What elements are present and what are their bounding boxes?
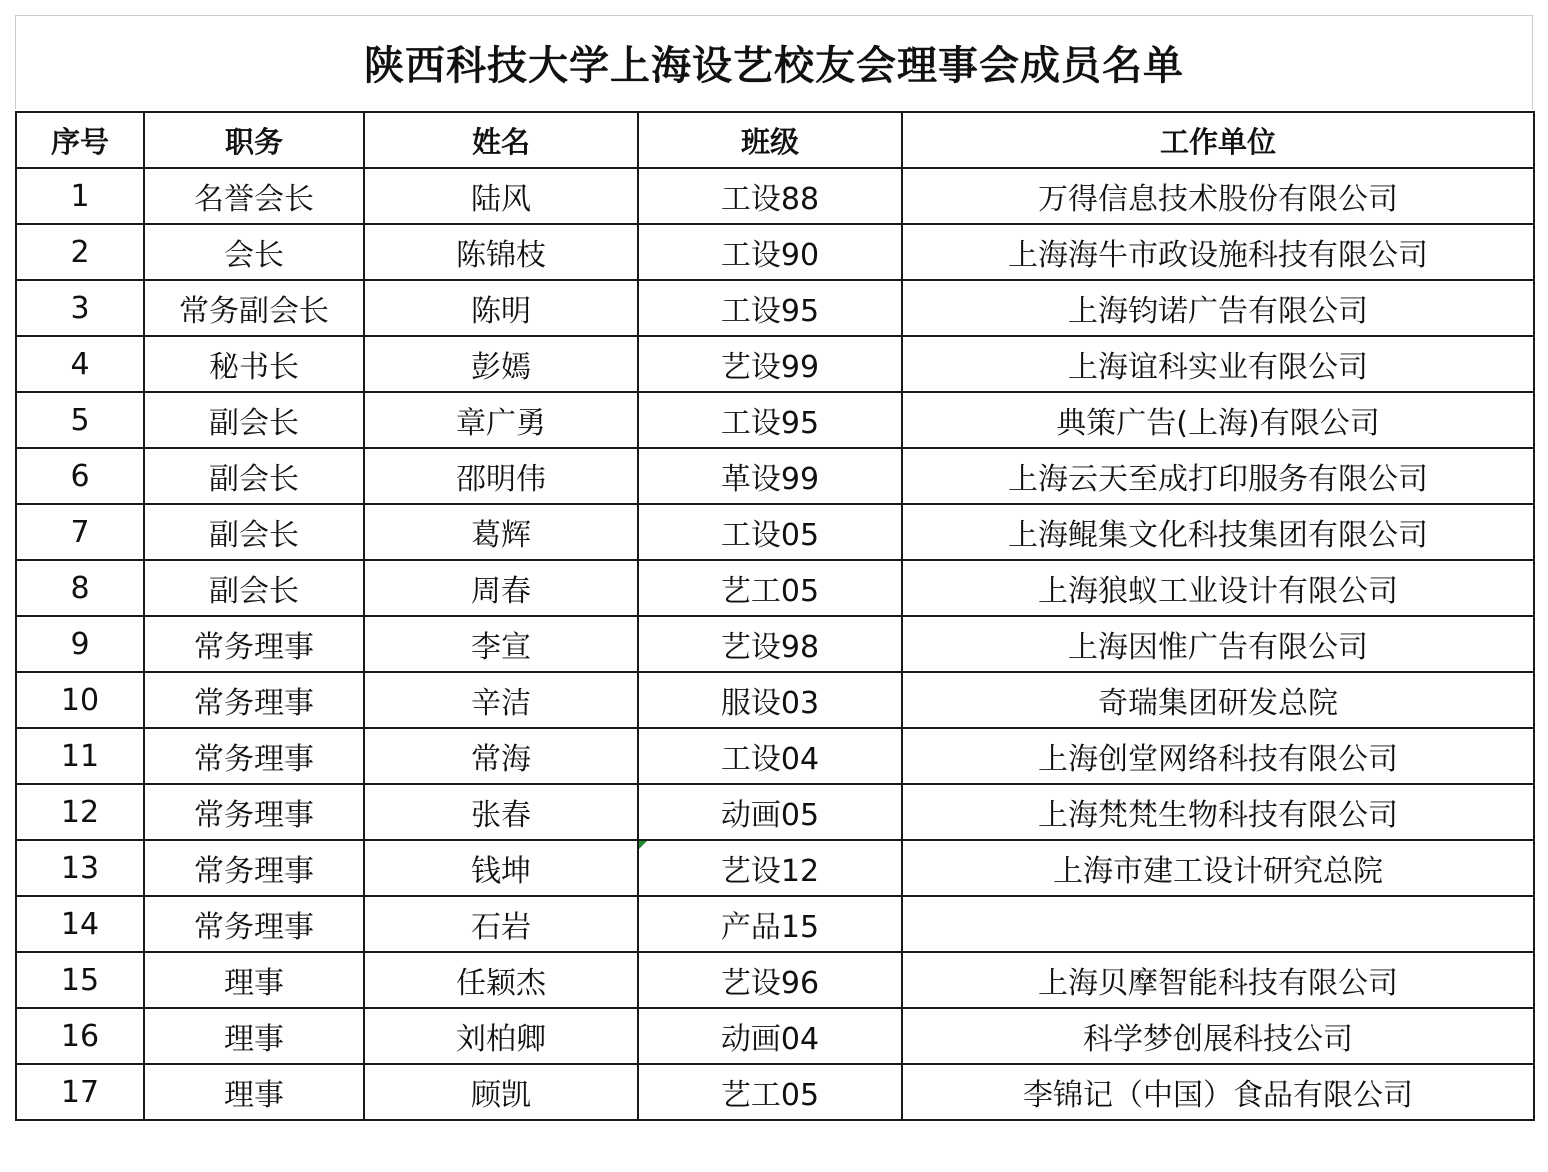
cell-org[interactable]: 万得信息技术股份有限公司 (902, 168, 1534, 224)
cell-class[interactable]: 艺设99 (638, 336, 902, 392)
cell-org[interactable]: 上海云天至成打印服务有限公司 (902, 448, 1534, 504)
cell-seq[interactable]: 12 (16, 784, 144, 840)
cell-class[interactable]: 动画05 (638, 784, 902, 840)
cell-name[interactable]: 陆风 (364, 168, 638, 224)
cell-class[interactable]: 艺设96 (638, 952, 902, 1008)
cell-seq[interactable]: 9 (16, 616, 144, 672)
cell-org[interactable]: 上海因惟广告有限公司 (902, 616, 1534, 672)
cell-class[interactable]: 动画04 (638, 1008, 902, 1064)
cell-seq[interactable]: 10 (16, 672, 144, 728)
cell-name[interactable]: 任颖杰 (364, 952, 638, 1008)
table-row (16, 1064, 1534, 1120)
header-position[interactable]: 职务 (144, 112, 364, 168)
cell-seq[interactable]: 16 (16, 1008, 144, 1064)
cell-class[interactable]: 工设90 (638, 224, 902, 280)
cell-seq[interactable]: 5 (16, 392, 144, 448)
cell-name[interactable]: 李宣 (364, 616, 638, 672)
cell-class[interactable]: 工设95 (638, 392, 902, 448)
table-row (16, 616, 1534, 672)
cell-class[interactable]: 工设04 (638, 728, 902, 784)
cell-seq[interactable]: 3 (16, 280, 144, 336)
cell-class[interactable]: 产品15 (638, 896, 902, 952)
cell-position[interactable]: 名誉会长 (144, 168, 364, 224)
table-row (16, 840, 1534, 896)
cell-position[interactable]: 会长 (144, 224, 364, 280)
member-list-sheet (15, 15, 1533, 1158)
cell-position[interactable]: 常务理事 (144, 728, 364, 784)
cell-org[interactable]: 李锦记（中国）食品有限公司 (902, 1064, 1534, 1120)
cell-position[interactable]: 理事 (144, 1064, 364, 1120)
cell-position[interactable]: 理事 (144, 1008, 364, 1064)
cell-seq[interactable]: 14 (16, 896, 144, 952)
cell-seq[interactable]: 8 (16, 560, 144, 616)
cell-position[interactable]: 副会长 (144, 504, 364, 560)
cell-name[interactable]: 钱坤 (364, 840, 638, 896)
cell-position[interactable]: 理事 (144, 952, 364, 1008)
cell-position[interactable]: 常务副会长 (144, 280, 364, 336)
cell-name[interactable]: 彭嫣 (364, 336, 638, 392)
cell-name[interactable]: 陈锦枝 (364, 224, 638, 280)
cell-name[interactable]: 章广勇 (364, 392, 638, 448)
cell-org[interactable]: 上海海牛市政设施科技有限公司 (902, 224, 1534, 280)
table-row (16, 168, 1534, 224)
cell-name[interactable]: 周春 (364, 560, 638, 616)
cell-seq[interactable]: 4 (16, 336, 144, 392)
cell-org[interactable]: 上海狼蚁工业设计有限公司 (902, 560, 1534, 616)
cell-org[interactable]: 上海鲲集文化科技集团有限公司 (902, 504, 1534, 560)
table-row (16, 504, 1534, 560)
cell-org[interactable]: 奇瑞集团研发总院 (902, 672, 1534, 728)
cell-org[interactable]: 上海谊科实业有限公司 (902, 336, 1534, 392)
cell-seq[interactable]: 1 (16, 168, 144, 224)
table-row (16, 1008, 1534, 1064)
cell-seq[interactable]: 11 (16, 728, 144, 784)
cell-seq[interactable]: 17 (16, 1064, 144, 1120)
cell-class[interactable]: 艺工05 (638, 560, 902, 616)
cell-class[interactable]: 艺工05 (638, 1064, 902, 1120)
header-class[interactable]: 班级 (638, 112, 902, 168)
cell-org[interactable]: 上海市建工设计研究总院 (902, 840, 1534, 896)
cell-seq[interactable]: 7 (16, 504, 144, 560)
cell-position[interactable]: 常务理事 (144, 616, 364, 672)
table-row (16, 392, 1534, 448)
cell-class[interactable]: 工设05 (638, 504, 902, 560)
header-org[interactable]: 工作单位 (902, 112, 1534, 168)
cell-class[interactable]: 艺设12 (638, 840, 902, 896)
cell-position[interactable]: 副会长 (144, 392, 364, 448)
error-indicator-icon (639, 841, 647, 849)
cell-class[interactable]: 工设88 (638, 168, 902, 224)
header-row (16, 112, 1534, 168)
table-row (16, 896, 1534, 952)
table-row (16, 448, 1534, 504)
table-row (16, 728, 1534, 784)
cell-position[interactable]: 常务理事 (144, 840, 364, 896)
table-row (16, 672, 1534, 728)
cell-name[interactable]: 张春 (364, 784, 638, 840)
table-row (16, 952, 1534, 1008)
cell-seq[interactable]: 15 (16, 952, 144, 1008)
cell-seq[interactable]: 13 (16, 840, 144, 896)
cell-name[interactable]: 石岩 (364, 896, 638, 952)
page-title: 陕西科技大学上海设艺校友会理事会成员名单 (364, 43, 1184, 89)
cell-org[interactable] (902, 896, 1534, 952)
cell-name[interactable]: 顾凯 (364, 1064, 638, 1120)
cell-position[interactable]: 常务理事 (144, 672, 364, 728)
cell-position[interactable]: 常务理事 (144, 784, 364, 840)
cell-class[interactable]: 革设99 (638, 448, 902, 504)
cell-name[interactable]: 刘柏卿 (364, 1008, 638, 1064)
cell-org[interactable]: 上海钧诺广告有限公司 (902, 280, 1534, 336)
cell-position[interactable]: 常务理事 (144, 896, 364, 952)
cell-name[interactable]: 陈明 (364, 280, 638, 336)
cell-position[interactable]: 副会长 (144, 560, 364, 616)
cell-position[interactable]: 秘书长 (144, 336, 364, 392)
table-row (16, 336, 1534, 392)
table-row (16, 280, 1534, 336)
cell-org[interactable]: 上海梵梵生物科技有限公司 (902, 784, 1534, 840)
cell-name[interactable]: 邵明伟 (364, 448, 638, 504)
cell-name[interactable]: 葛辉 (364, 504, 638, 560)
title-cell[interactable] (15, 15, 1533, 109)
header-seq[interactable]: 序号 (16, 112, 144, 168)
cell-name[interactable]: 辛洁 (364, 672, 638, 728)
cell-class[interactable]: 艺设98 (638, 616, 902, 672)
cell-position[interactable]: 副会长 (144, 448, 364, 504)
cell-seq[interactable]: 2 (16, 224, 144, 280)
header-name[interactable]: 姓名 (364, 112, 638, 168)
cell-org[interactable]: 上海贝摩智能科技有限公司 (902, 952, 1534, 1008)
member-table (15, 111, 1535, 1121)
cell-org[interactable]: 上海创堂网络科技有限公司 (902, 728, 1534, 784)
table-row (16, 560, 1534, 616)
cell-org[interactable]: 典策广告(上海)有限公司 (902, 392, 1534, 448)
table-row (16, 784, 1534, 840)
cell-org[interactable]: 科学梦创展科技公司 (902, 1008, 1534, 1064)
cell-class[interactable]: 工设95 (638, 280, 902, 336)
table-row (16, 224, 1534, 280)
cell-seq[interactable]: 6 (16, 448, 144, 504)
cell-class[interactable]: 服设03 (638, 672, 902, 728)
cell-name[interactable]: 常海 (364, 728, 638, 784)
